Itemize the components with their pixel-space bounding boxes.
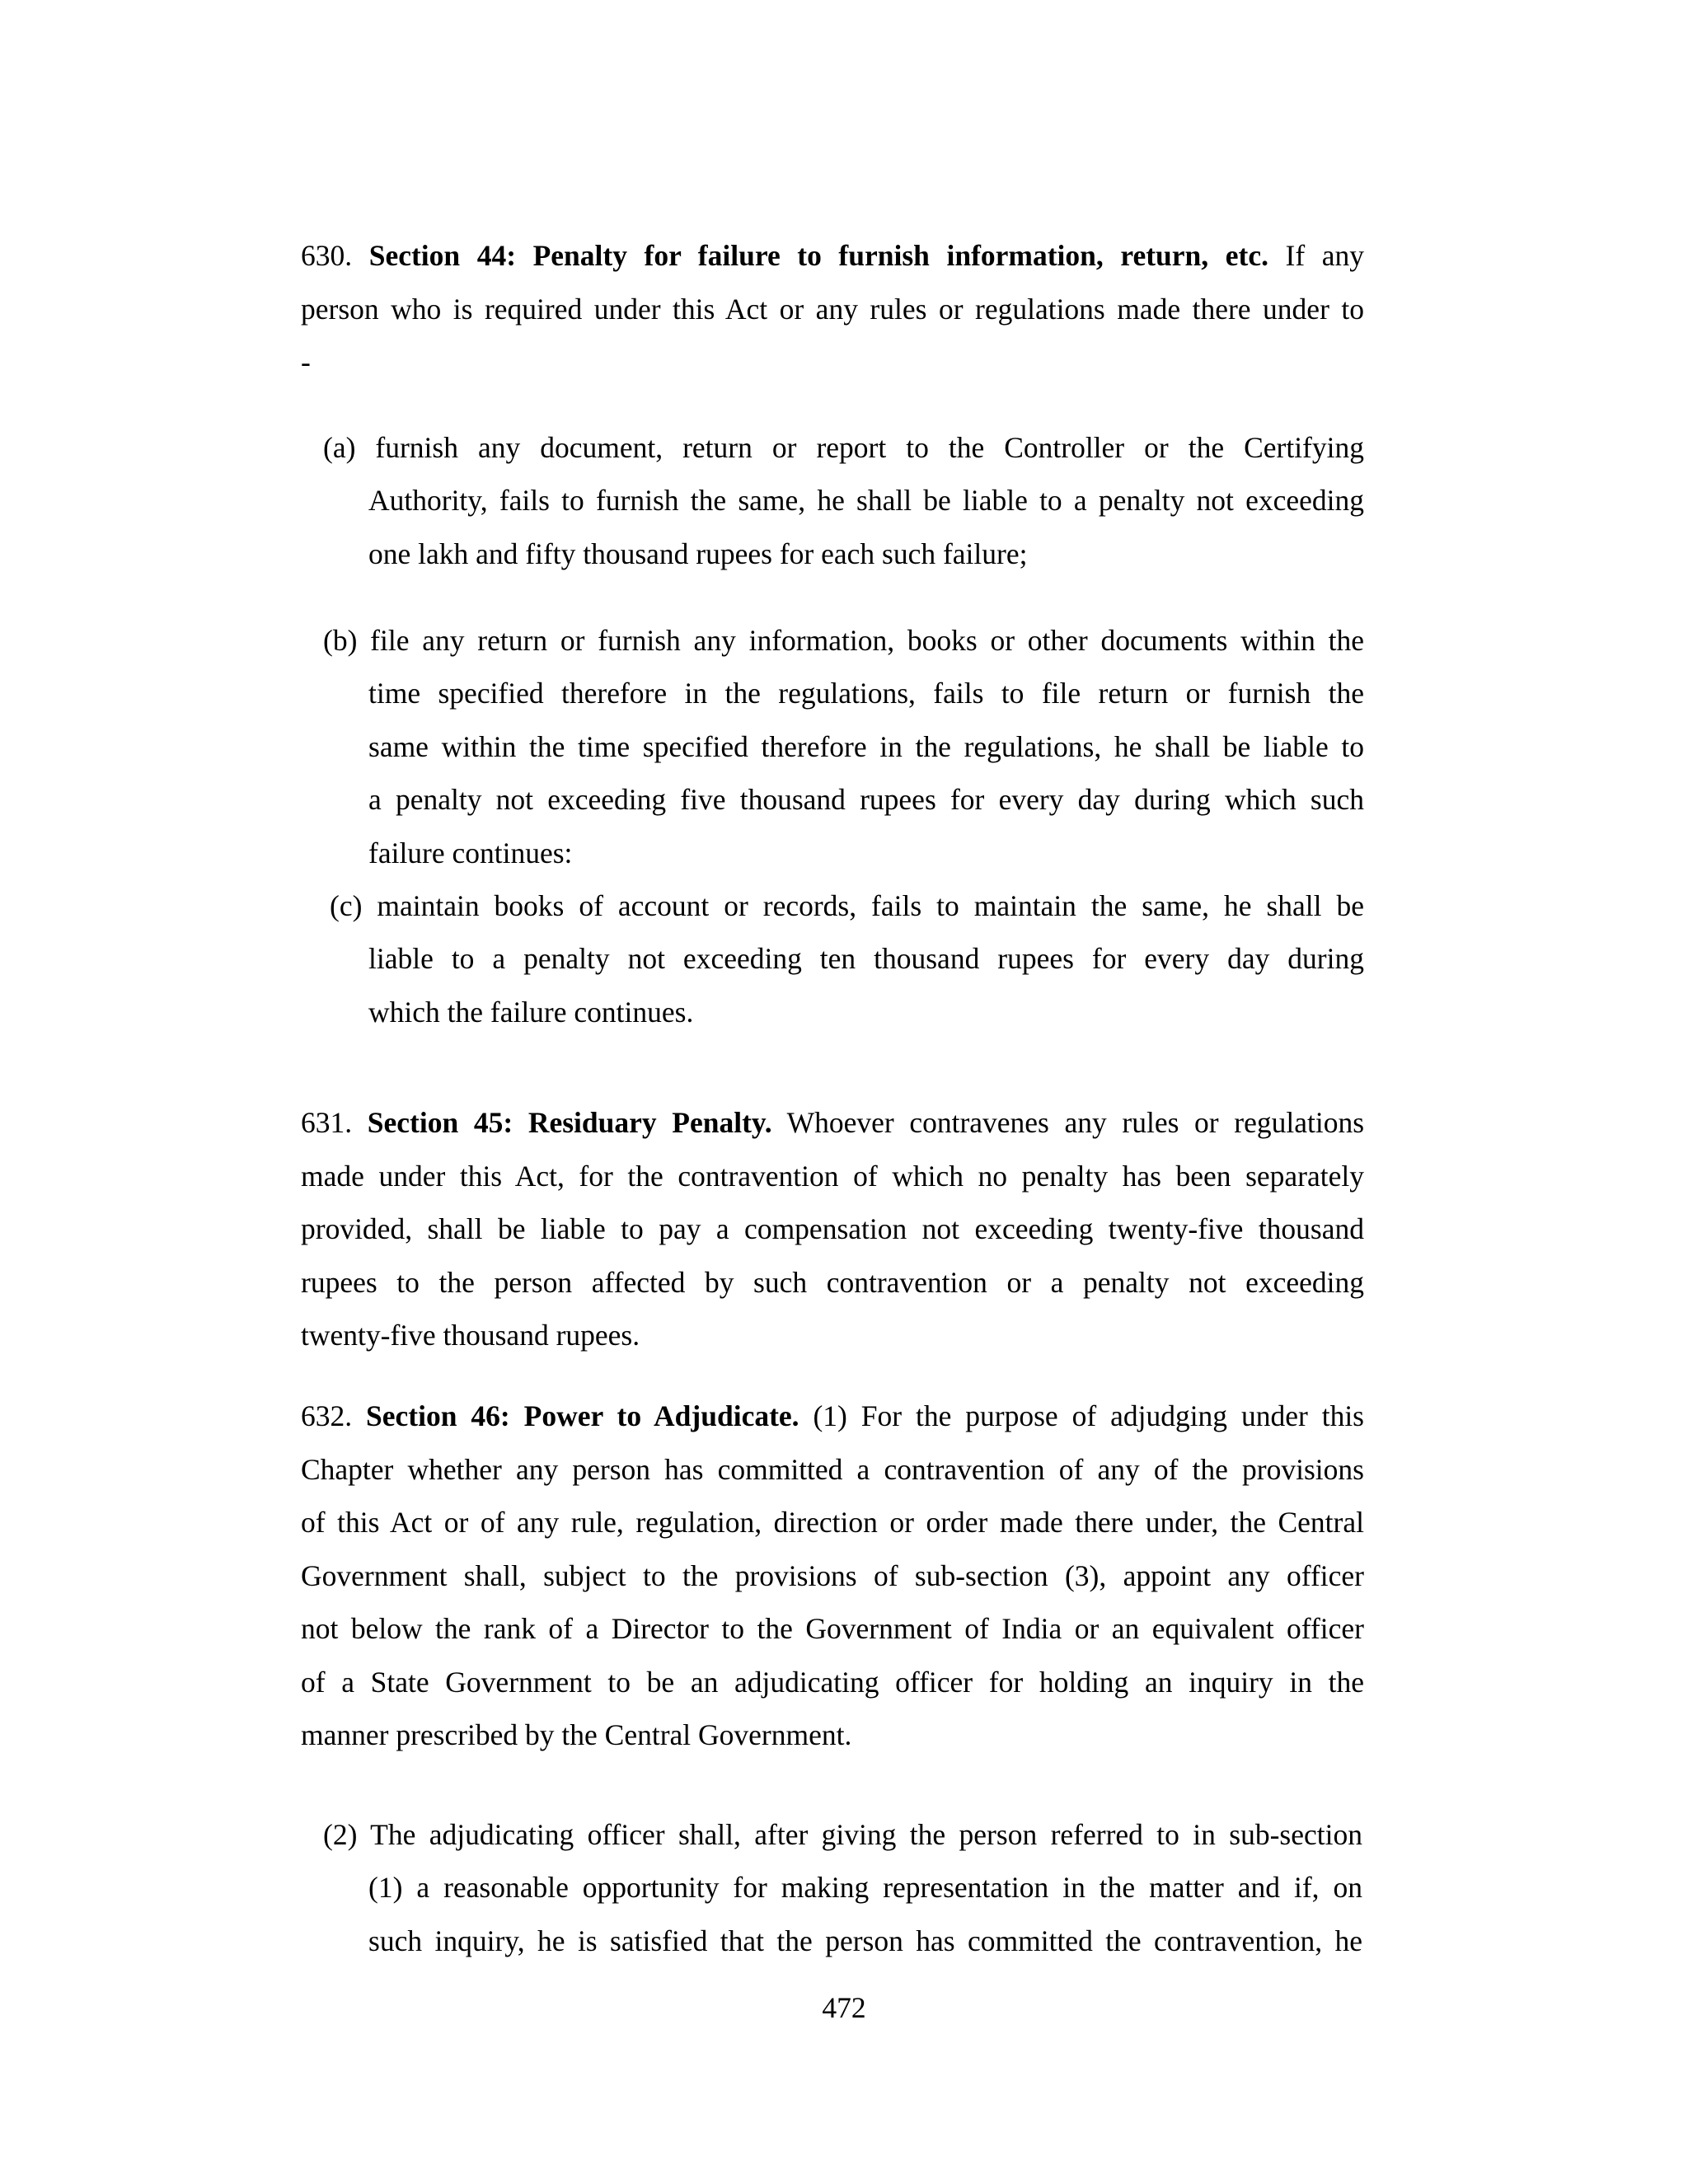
subsection-2-line-1: (2) The adjudicating officer shall, after giving the person referred to in sub-section — [323, 1818, 1362, 1851]
paragraph-632-line-6: of a State Government to be an adjudicating officer for holding an inquiry in the — [301, 1665, 1364, 1699]
list-item-b — [323, 614, 1364, 668]
paragraph-text: Whoever contravenes any rules or regulations — [786, 1106, 1365, 1139]
paragraph-number: 631. — [301, 1106, 353, 1139]
section-heading: Section 44: Penalty for failure to furnish information, return, etc. — [368, 239, 1268, 272]
list-item-a-continuation — [368, 474, 1364, 580]
paragraph-630-line-2: person who is required under this Act or any rules or regulations made there under to — [301, 292, 1364, 326]
subsection-2 — [323, 1808, 1362, 1862]
list-item-b-line-4: a penalty not exceeding five thousand rupees for every day during which such — [368, 783, 1364, 816]
subsection-2-line-3: such inquiry, he is satisfied that the person has committed the contravention, he — [368, 1924, 1362, 1957]
paragraph-632-line-7: manner prescribed by the Central Government. — [301, 1718, 852, 1751]
page-number: 472 — [822, 1991, 866, 2024]
paragraph-631 — [301, 1096, 1364, 1362]
list-item-a-line-2: Authority, fails to furnish the same, he shall be liable to a penalty not exceeding — [368, 484, 1364, 517]
paragraph-631-line-3: provided, shall be liable to pay a compensation not exceeding twenty-five thousand — [301, 1212, 1364, 1245]
paragraph-632-line-5: not below the rank of a Director to the Government of India or an equivalent officer — [301, 1612, 1364, 1645]
paragraph-630 — [301, 229, 1364, 389]
list-item-a — [323, 421, 1364, 475]
paragraph-630-line-3: - — [301, 345, 311, 378]
paragraph-631-line-5: twenty-five thousand rupees. — [301, 1319, 640, 1352]
list-item-b-line-3: same within the time specified therefore in the regulations, he shall be liable to — [368, 729, 1364, 763]
paragraph-632-line-3: of this Act or of any rule, regulation, direction or order made there under, the Central — [301, 1506, 1364, 1539]
list-item-c-line-3: which the failure continues. — [368, 995, 694, 1029]
paragraph-number: 630. — [301, 239, 353, 272]
list-item-c — [330, 879, 1364, 933]
list-item-c-line-1: (c) maintain books of account or records, fails to maintain the same, he shall be — [330, 889, 1364, 922]
list-item-b-line-5: failure continues: — [368, 836, 573, 869]
list-item-b-line-2: time specified therefore in the regulations, fails to file return or furnish the — [368, 677, 1364, 710]
section-heading: Section 45: Residuary Penalty. — [367, 1106, 772, 1139]
list-item-a-line-3: one lakh and fifty thousand rupees for each such failure; — [368, 537, 1028, 570]
list-item-c-line-2: liable to a penalty not exceeding ten thousand rupees for every day during — [368, 942, 1364, 975]
paragraph-632 — [301, 1390, 1364, 1762]
paragraph-631-line-1 — [301, 1096, 1364, 1150]
subsection-2-line-2: (1) a reasonable opportunity for making representation in the matter and if, on — [368, 1871, 1362, 1904]
paragraph-632-line-1 — [301, 1390, 1364, 1443]
list-item-a-line-1: (a) furnish any document, return or report to the Controller or the Certifying — [323, 431, 1364, 464]
list-item-b-line-1: (b) file any return or furnish any information, books or other documents within the — [323, 624, 1364, 657]
section-heading: Section 46: Power to Adjudicate. — [366, 1399, 799, 1432]
paragraph-632-line-2: Chapter whether any person has committed a contravention of any of the provisions — [301, 1452, 1364, 1486]
paragraph-text: (1) For the purpose of adjudging under this — [813, 1399, 1365, 1432]
list-item-b-continuation — [368, 667, 1364, 879]
list-item-c-continuation — [368, 932, 1364, 1038]
paragraph-630-line-1 — [301, 229, 1364, 283]
paragraph-632-line-4: Government shall, subject to the provisions of sub-section (3), appoint any officer — [301, 1558, 1364, 1592]
paragraph-631-line-4: rupees to the person affected by such contravention or a penalty not exceeding — [301, 1265, 1364, 1299]
subsection-2-continuation — [368, 1861, 1362, 1967]
paragraph-number: 632. — [301, 1399, 353, 1432]
paragraph-text: If any — [1285, 239, 1365, 272]
paragraph-631-line-2: made under this Act, for the contravention of which no penalty has been separately — [301, 1159, 1364, 1193]
